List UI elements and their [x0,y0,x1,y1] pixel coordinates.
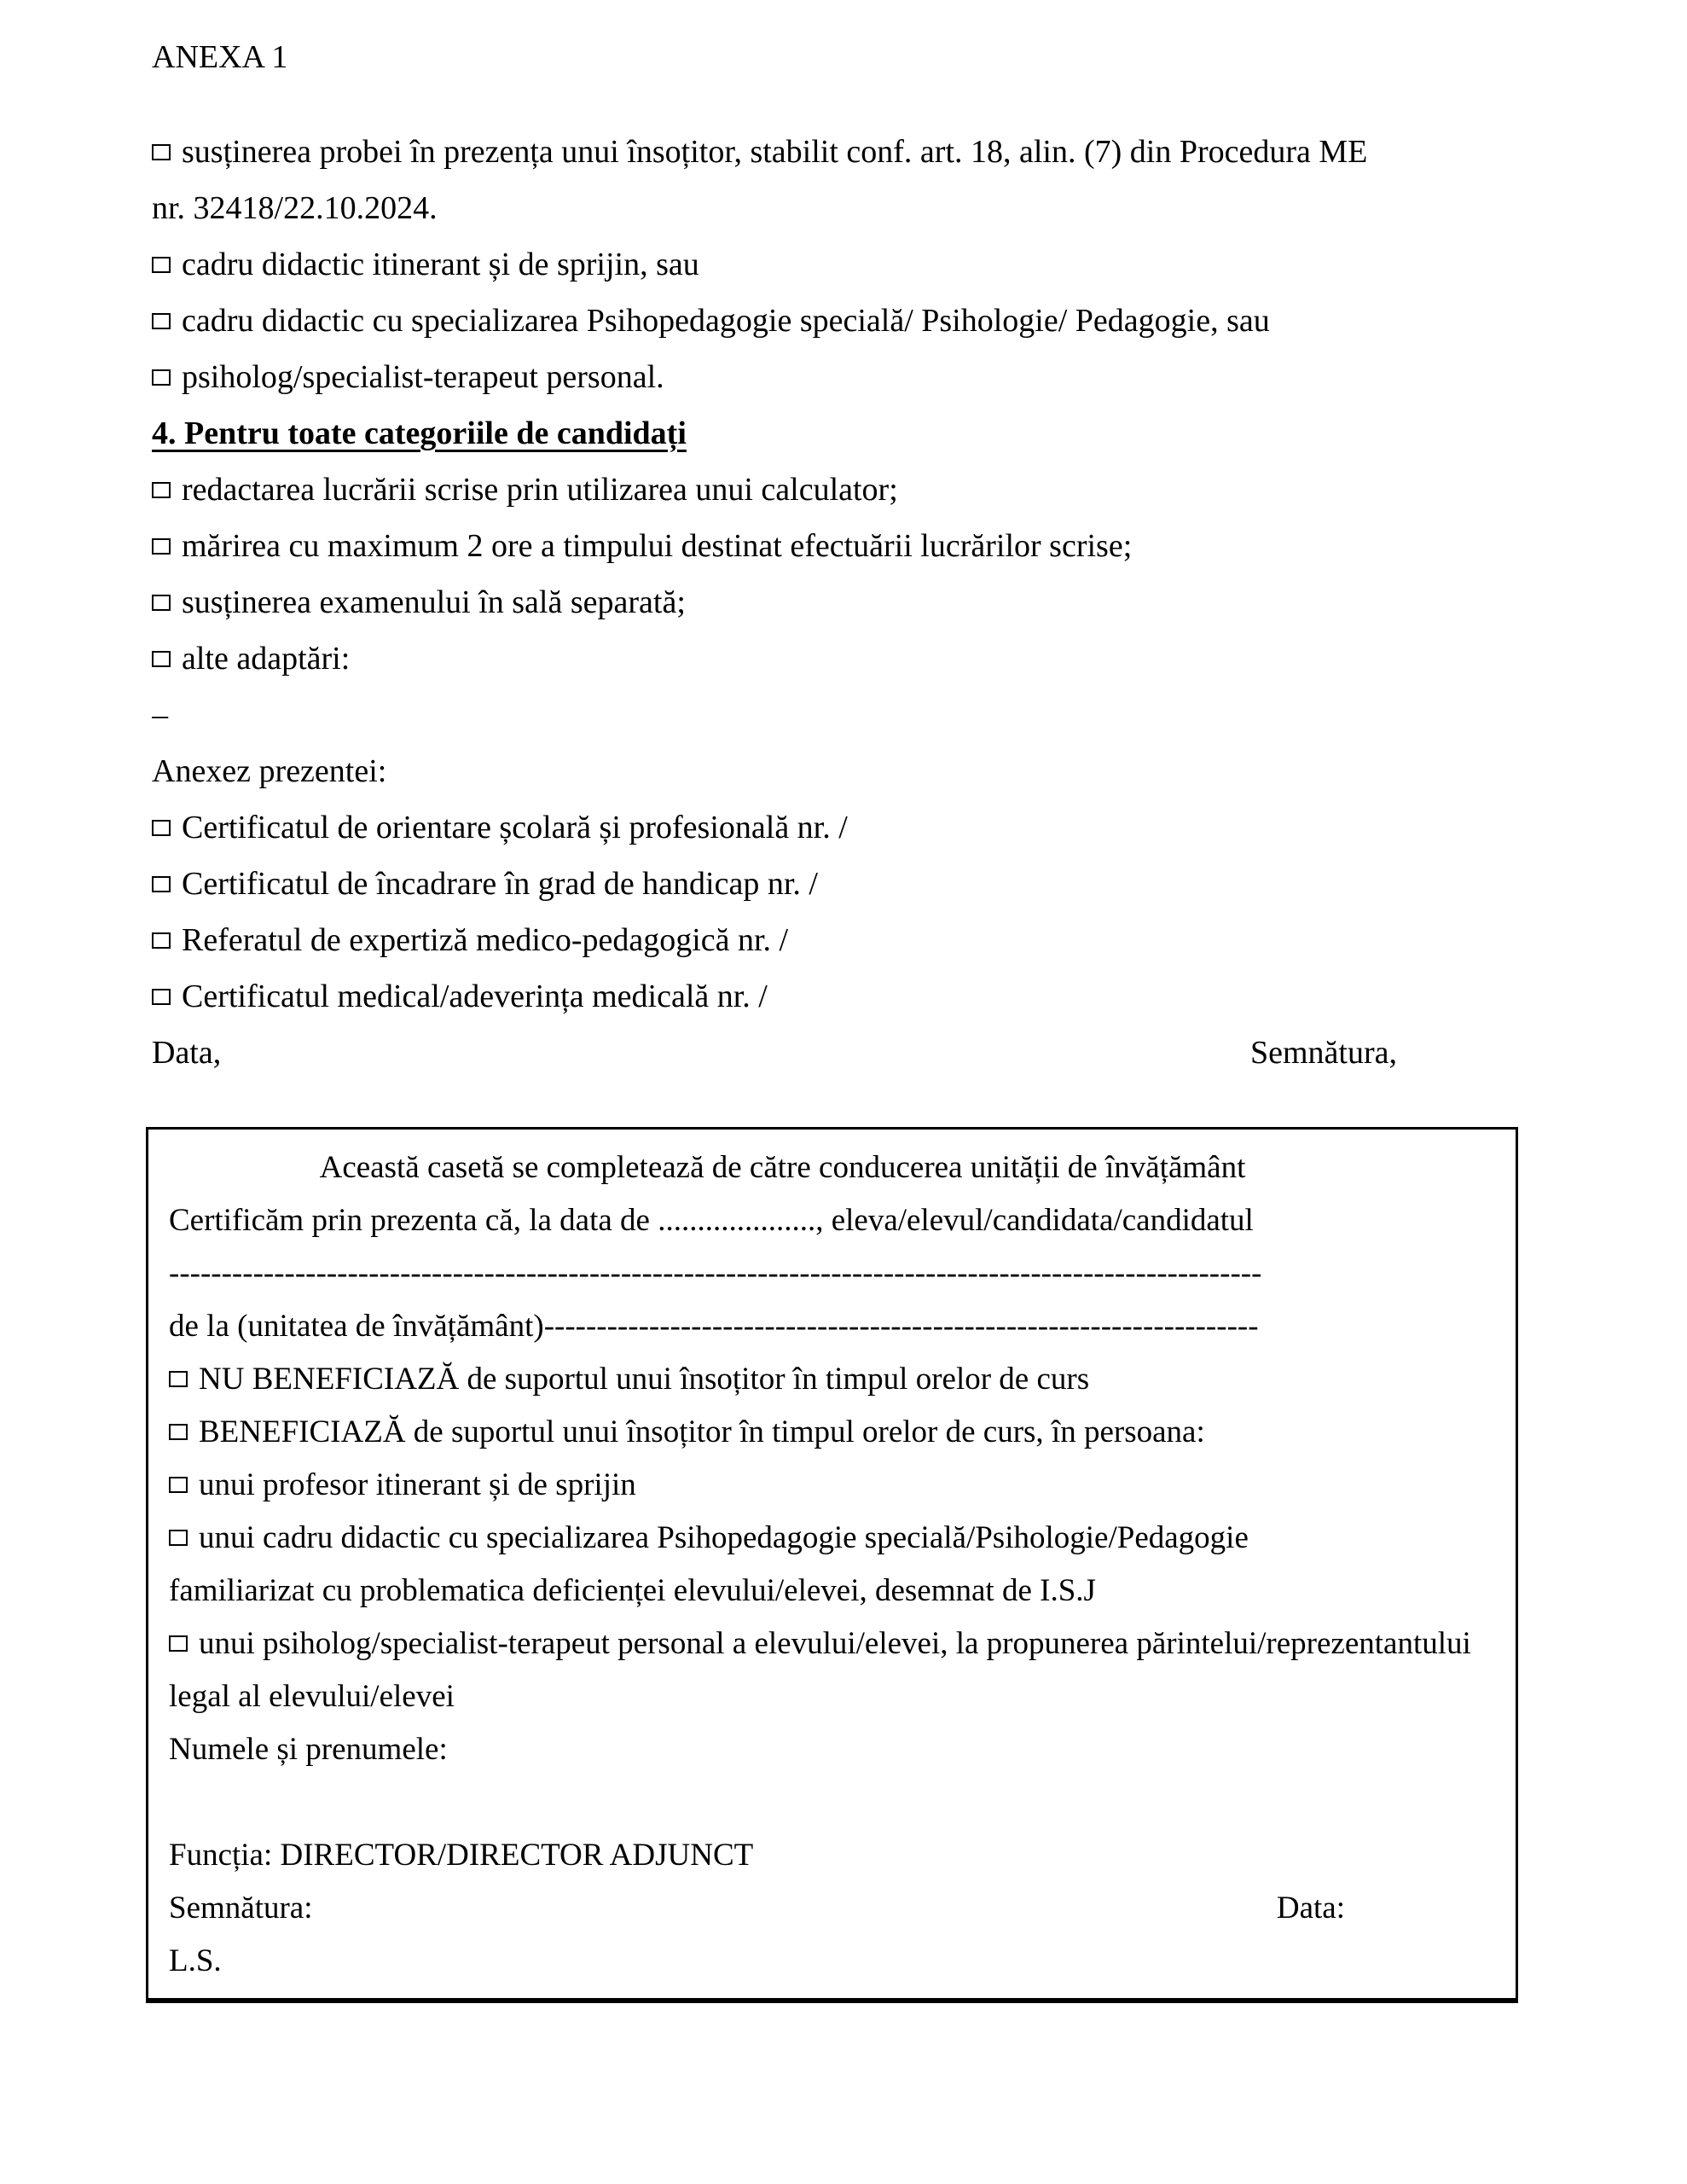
option-support-specialist-line1 [169,1512,1499,1565]
option-itinerant-teacher-text: cadru didactic itinerant și de sprijin, sau [182,247,699,282]
checkbox-extra-time[interactable] [152,538,171,555]
option-extra-time [152,518,1542,574]
school-management-box [146,1127,1518,2003]
option-companion-line2: nr. 32418/22.10.2024. [152,190,438,226]
checkbox-has-support[interactable] [169,1424,188,1440]
option-support-psychologist-text1: unui psiholog/specialist-terapeut personal a elevului/elevei, la propunerea părintelui/reprezentantului [199,1626,1471,1661]
checkbox-other-adaptations[interactable] [152,651,171,667]
option-computer-writing-text: redactarea lucrării scrise prin utilizarea unui calculator; [182,472,898,508]
option-companion-text: susținerea probei în prezența unui însoțitor, stabilit conf. art. 18, alin. (7) din Procedura ME [182,134,1368,170]
section4-heading: 4. Pentru toate categoriile de candidați [152,415,687,451]
page-title: ANEXA 1 [152,39,288,75]
option-other-adaptations-text: alte adaptări: [182,641,351,677]
option-companion-line1 [152,124,1542,180]
option-psychologist-text: psiholog/specialist-terapeut personal. [182,359,664,395]
option-support-teacher [169,1459,1499,1512]
annex-heading: Anexez prezentei: [152,753,387,789]
school-unit-prefix: de la (unitatea de învățământ) [169,1309,544,1344]
checkbox-computer-writing[interactable] [152,482,171,498]
option-other-adaptations [152,630,1542,687]
checkbox-orientation-certificate[interactable] [152,820,171,836]
annex-handicap-certificate [152,856,1542,912]
box-title: Această casetă se completează de către conducerea unității de învățământ [319,1150,1246,1185]
option-support-specialist-line2: familiarizat cu problematica deficienței elevului/elevei, desemnat de I.S.J [169,1573,1096,1608]
option-no-support-text: NU BENEFICIAZĂ de suportul unui însoțitor în timpul orelor de curs [199,1362,1090,1397]
checkbox-no-support[interactable] [169,1371,188,1387]
annex-expertise-report [152,912,1542,968]
checkbox-medical-certificate[interactable] [152,989,171,1005]
option-specialized-teacher [152,293,1542,349]
checkbox-support-teacher[interactable] [169,1477,188,1493]
option-itinerant-teacher [152,236,1542,293]
option-has-support-text: BENEFICIAZĂ de suportul unui însoțitor în timpul orelor de curs, în persoana: [199,1414,1205,1449]
option-support-specialist-text1: unui cadru didactic cu specializarea Psihopedagogie specială/Psihologie/Pedagogie [199,1520,1249,1555]
checkbox-itinerant-teacher[interactable] [152,257,171,273]
seal-label: L.S. [169,1943,222,1978]
option-extra-time-text: mărirea cu maximum 2 ore a timpului destinat efectuării lucrărilor scrise; [182,528,1133,564]
box-signature-row [169,1882,1499,1935]
option-computer-writing [152,462,1542,518]
function-line: Funcția: DIRECTOR/DIRECTOR ADJUNCT [169,1838,754,1873]
option-no-support [169,1353,1499,1406]
certify-line: Certificăm prin prezenta că, la data de ...................., eleva/elevul/candidata/candidatul [169,1203,1254,1238]
box-signature-label: Semnătura: [169,1891,313,1926]
annex-orientation-certificate [152,799,1542,856]
signature-label: Semnătura, [1249,1035,1397,1071]
checkbox-support-psychologist[interactable] [169,1635,188,1652]
box-date-label: Data: [1276,1891,1345,1926]
annex-handicap-certificate-text: Certificatul de încadrare în grad de handicap nr. / [182,866,818,902]
checkbox-support-specialist[interactable] [169,1530,188,1546]
annex-orientation-certificate-text: Certificatul de orientare școlară și profesională nr. / [182,810,848,845]
option-separate-room-text: susținerea examenului în sală separată; [182,584,686,620]
checkbox-expertise-report[interactable] [152,932,171,949]
checkbox-separate-room[interactable] [152,595,171,611]
spacer-line [169,1776,1499,1829]
blank-fill-mark: – [152,697,168,733]
checkbox-psychologist[interactable] [152,369,171,386]
option-support-psychologist-line1 [169,1618,1499,1670]
annex-expertise-report-text: Referatul de expertiză medico-pedagogică nr. / [182,922,789,958]
annex-medical-certificate [152,968,1542,1025]
option-separate-room [152,574,1542,630]
option-has-support [169,1406,1499,1459]
annex-medical-certificate-text: Certificatul medical/adeverința medicală nr. / [182,979,768,1014]
checkbox-companion[interactable] [152,144,171,160]
signature-row [152,1025,1542,1081]
name-surname-label: Numele și prenumele: [169,1732,448,1767]
student-name-fill-line: -------------------------------------------------------------------------------------------------------- [169,1256,1262,1291]
option-support-teacher-text: unui profesor itinerant și de sprijin [199,1467,636,1502]
option-psychologist [152,349,1542,405]
option-support-psychologist-line2: legal al elevului/elevei [169,1679,455,1714]
checkbox-specialized-teacher[interactable] [152,313,171,329]
date-label: Data, [152,1035,222,1071]
school-unit-fill: -------------------------------------------------------------------- [543,1309,1259,1344]
school-unit-line [169,1300,1499,1353]
checkbox-handicap-certificate[interactable] [152,876,171,892]
option-specialized-teacher-text: cadru didactic cu specializarea Psihopedagogie specială/ Psihologie/ Pedagogie, sau [182,303,1270,339]
